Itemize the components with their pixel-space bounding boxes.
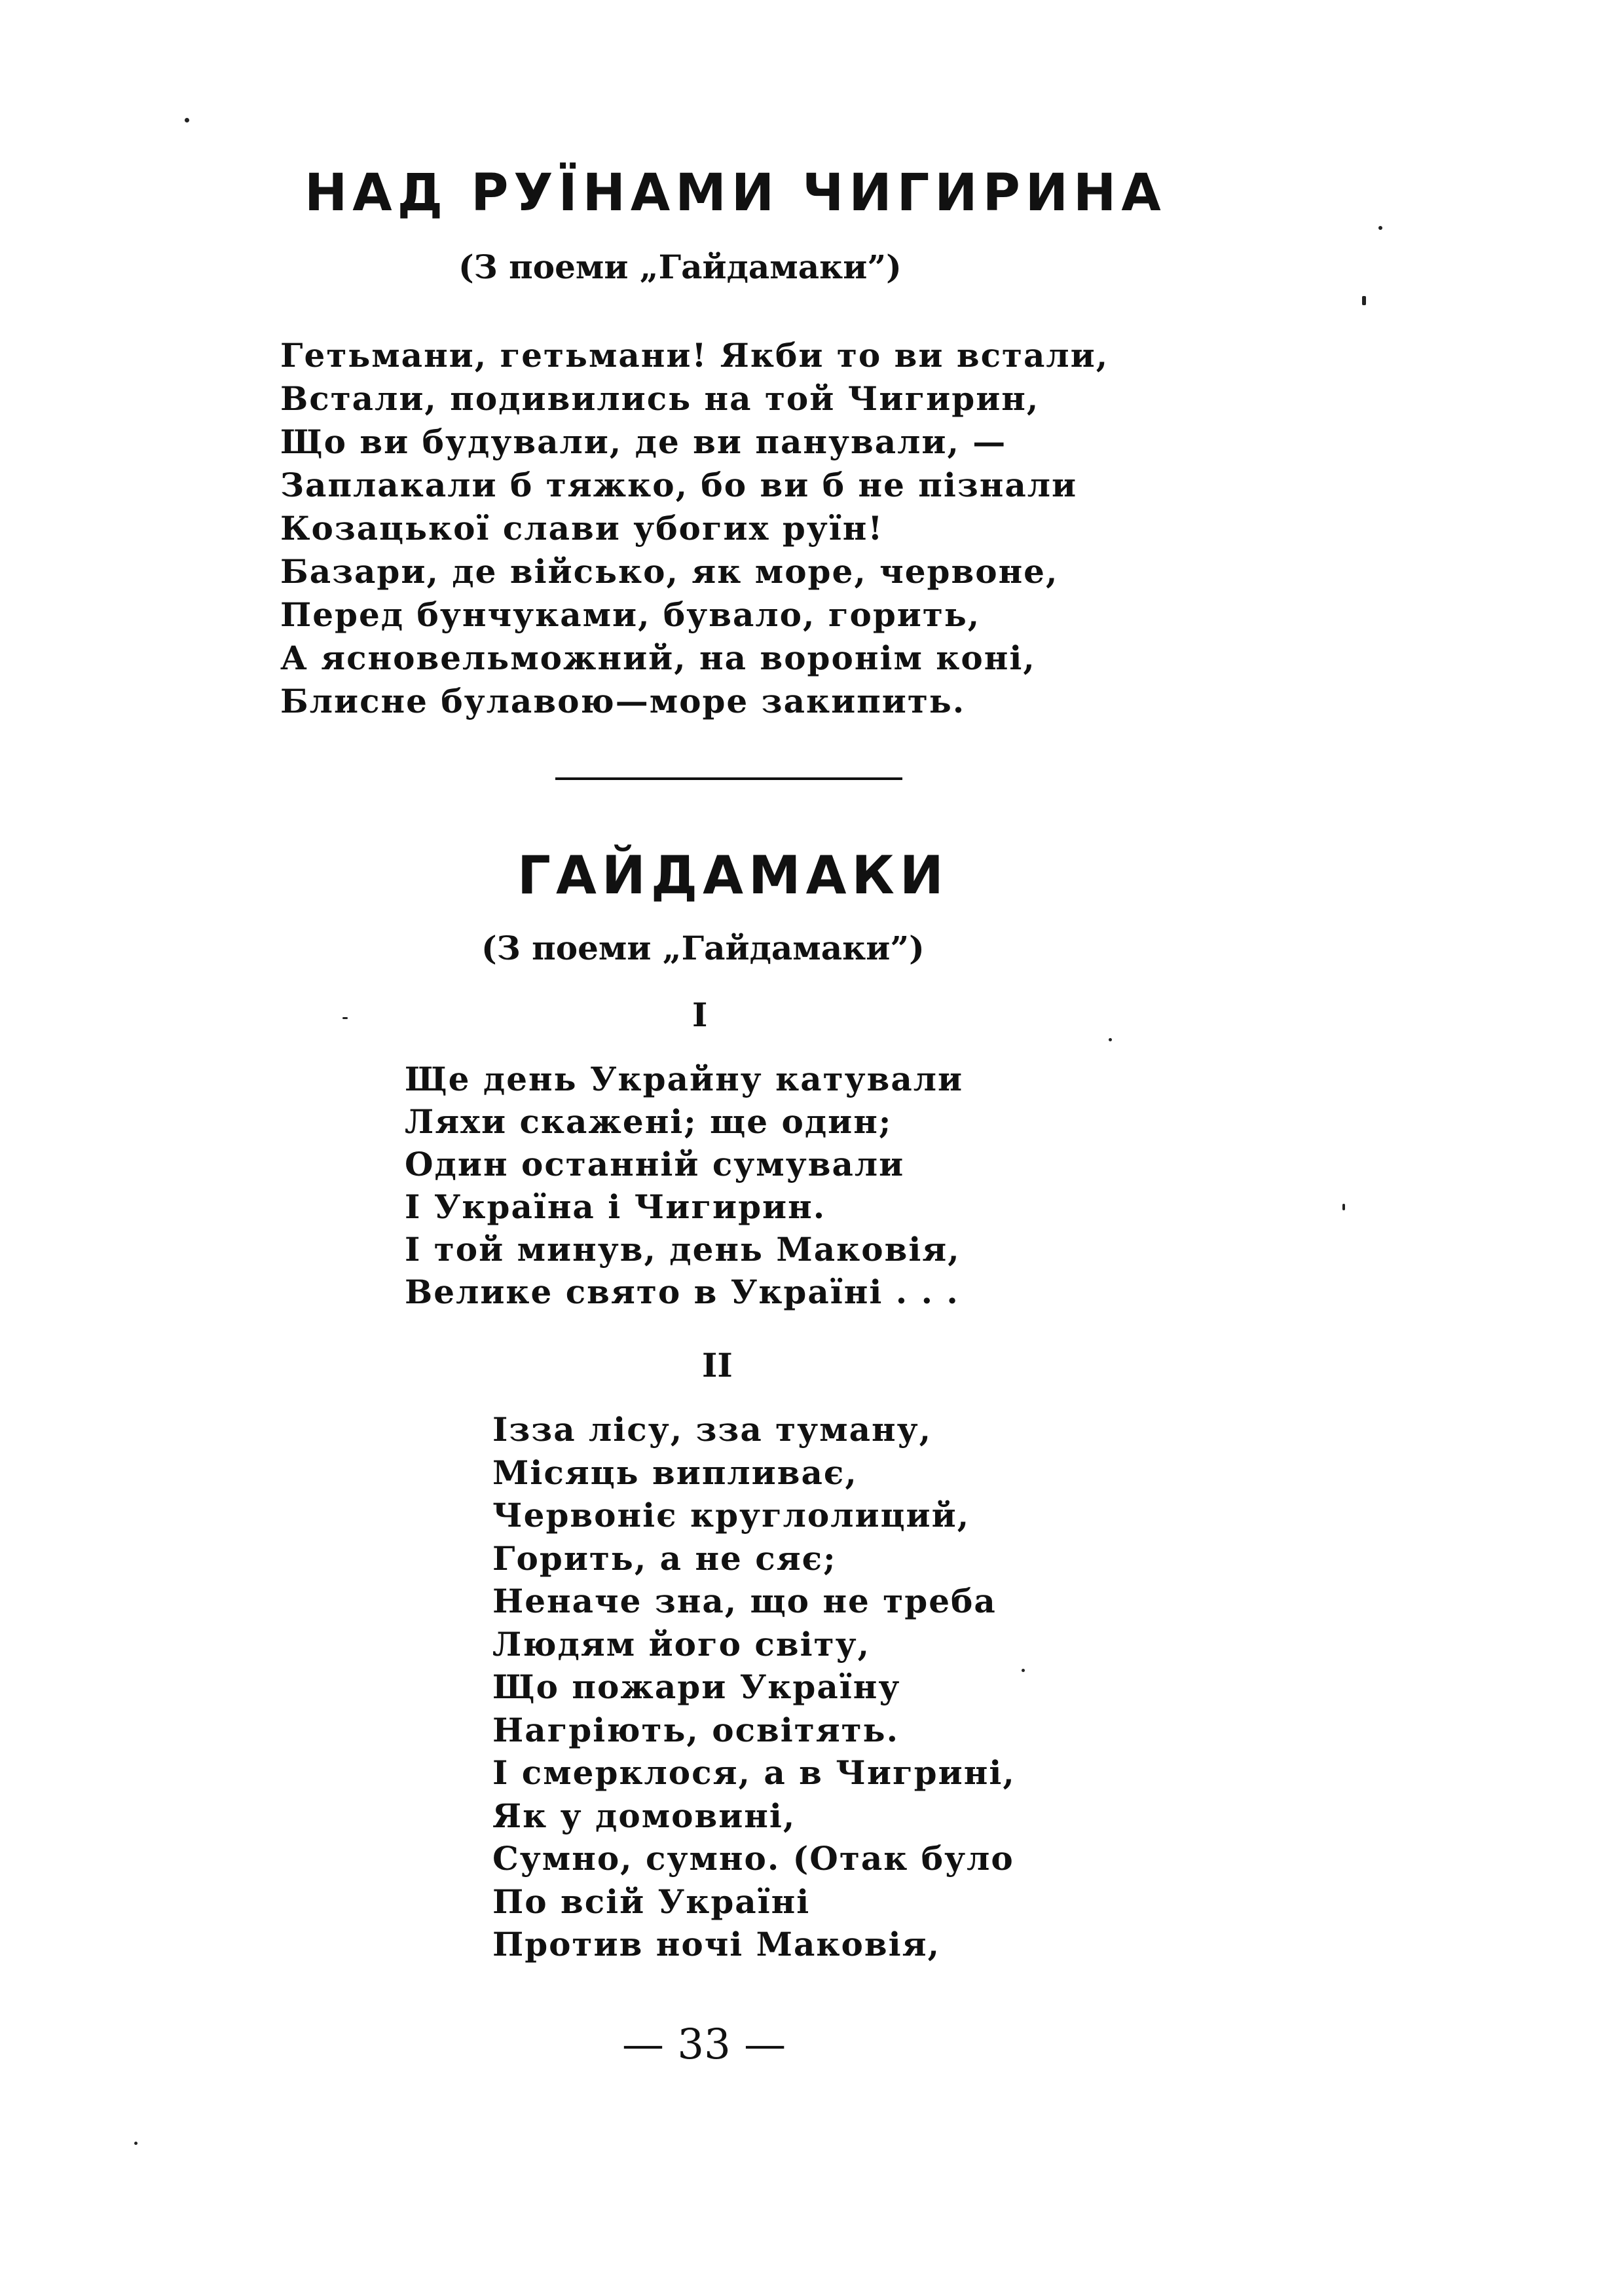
part2-numeral: ІІ	[702, 1346, 733, 1385]
verse-line: Ляхи скажені; ще один;	[405, 1102, 893, 1141]
verse-line: Гетьмани, гетьмани! Якби то ви встали,	[280, 336, 1109, 375]
print-speck	[342, 1017, 348, 1019]
print-speck	[1342, 1204, 1345, 1210]
verse-line: Нагріють, освітять.	[492, 1710, 900, 1749]
verse-line: Горить, а не сяє;	[492, 1538, 837, 1578]
verse-line: А ясновельможний, на воронім коні,	[280, 639, 1036, 677]
verse-line: По всій Україні	[492, 1882, 811, 1921]
part1-stanza	[405, 1058, 963, 1313]
verse-line: Перед бунчуками, бувало, горить,	[280, 595, 981, 634]
verse-line: І Україна і Чигирин.	[405, 1187, 826, 1226]
verse-line: Козацької слави убогих руїн!	[280, 509, 884, 548]
verse-line: Заплакали б тяжко, бо ви б не пізнали	[280, 466, 1078, 504]
part1-numeral: І	[692, 996, 708, 1034]
print-speck	[185, 118, 189, 122]
verse-line: Що ви будували, де ви панували, —	[280, 422, 1007, 461]
verse-line: Неначе зна, що не треба	[492, 1582, 997, 1620]
verse-line: Против ночі Маковія,	[492, 1925, 940, 1963]
page-number: — 33 —	[622, 2020, 786, 2069]
print-speck	[1109, 1038, 1112, 1041]
verse-line: Ще день Украйну катували	[405, 1060, 964, 1098]
verse-line: І смерклося, а в Чигрині,	[492, 1753, 1016, 1792]
print-speck	[1378, 226, 1382, 230]
print-speck	[1362, 296, 1366, 305]
section-divider	[555, 777, 902, 780]
part2-stanza	[492, 1408, 1016, 1966]
verse-line: Велике свято в Україні . . .	[405, 1273, 959, 1311]
verse-line: Блисне булавою—море закипить.	[280, 682, 966, 720]
verse-line: Як у домовині,	[492, 1796, 796, 1835]
verse-line: Ізза лісу, зза туману,	[492, 1410, 932, 1449]
poem2-title: ГАЙДАМАКИ	[517, 845, 949, 906]
print-speck	[134, 2142, 138, 2145]
poem1-subtitle: (З поеми „Гайдамаки”)	[458, 248, 902, 286]
print-speck	[1022, 1669, 1025, 1672]
verse-line: Червоніє круглолиций,	[492, 1496, 970, 1535]
verse-line: Місяць випливає,	[492, 1453, 858, 1492]
verse-line: Базари, де військо, як море, червоне,	[280, 552, 1059, 591]
poem1-stanza	[280, 334, 1109, 723]
verse-line: І той минув, день Маковія,	[405, 1230, 961, 1269]
verse-line: Людям його світу,	[492, 1624, 870, 1664]
verse-line: Сумно, сумно. (Отак було	[492, 1839, 1014, 1878]
poem2-subtitle: (З поеми „Гайдамаки”)	[481, 929, 925, 967]
verse-line: Один останній сумували	[405, 1145, 905, 1183]
poem1-title: НАД РУЇНАМИ ЧИГИРИНА	[304, 164, 1166, 223]
verse-line: Що пожари Україну	[492, 1667, 901, 1706]
verse-line: Встали, подивились на той Чигирин,	[280, 379, 1040, 418]
